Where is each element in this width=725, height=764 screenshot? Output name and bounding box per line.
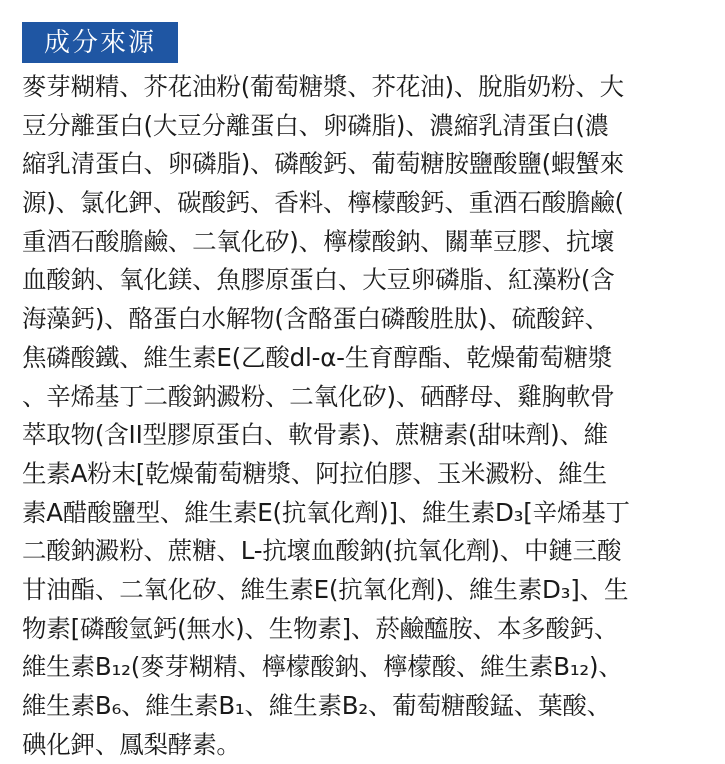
ingredients-line: 、辛烯基丁二酸鈉澱粉、二氧化矽)、硒酵母、雞胸軟骨 <box>22 381 615 411</box>
ingredients-line: 血酸鈉、氧化鎂、魚膠原蛋白、大豆卵磷脂、紅藻粉(含 <box>22 265 615 295</box>
ingredients-line: 二酸鈉澱粉、蔗糖、L-抗壞血酸鈉(抗氧化劑)、中鏈三酸 <box>22 536 622 566</box>
ingredients-line: 源)、氯化鉀、碳酸鈣、香料、檸檬酸鈣、重酒石酸膽鹼( <box>22 188 624 218</box>
ingredients-line: 碘化鉀、鳳梨酵素。 <box>22 729 241 759</box>
section-title: 成分來源 <box>43 27 156 58</box>
section-title-badge <box>22 22 178 63</box>
ingredients-line: 維生素B₆、維生素B₁、維生素B₂、葡萄糖酸錳、葉酸、 <box>22 691 611 720</box>
ingredients-line: 維生素B₁₂(麥芽糊精、檸檬酸鈉、檸檬酸、維生素B₁₂)、 <box>22 652 623 682</box>
ingredients-paragraph <box>22 68 712 764</box>
ingredients-line: 豆分離蛋白(大豆分離蛋白、卵磷脂)、濃縮乳清蛋白(濃 <box>22 110 609 140</box>
ingredients-line: 物素[磷酸氫鈣(無水)、生物素]、菸鹼醯胺、本多酸鈣、 <box>22 613 619 643</box>
ingredients-line: 素A醋酸鹽型、維生素E(抗氧化劑)]、維生素D₃[辛烯基丁 <box>22 497 630 527</box>
ingredients-line: 萃取物(含II型膠原蛋白、軟骨素)、蔗糖素(甜味劑)、維 <box>22 420 609 450</box>
ingredients-line: 麥芽糊精、芥花油粉(葡萄糖漿、芥花油)、脫脂奶粉、大 <box>22 72 624 101</box>
ingredients-line: 生素A粉末[乾燥葡萄糖漿、阿拉伯膠、玉米澱粉、維生 <box>22 458 607 488</box>
ingredients-line: 焦磷酸鐵、維生素E(乙酸dl-α-生育醇酯、乾燥葡萄糖漿 <box>22 342 613 372</box>
ingredients-line: 重酒石酸膽鹼、二氧化矽)、檸檬酸鈉、關華豆膠、抗壞 <box>22 226 615 256</box>
ingredients-line: 甘油酯、二氧化矽、維生素E(抗氧化劑)、維生素D₃]、生 <box>22 574 629 604</box>
ingredients-line: 海藻鈣)、酪蛋白水解物(含酪蛋白磷酸胜肽)、硫酸鋅、 <box>22 304 609 334</box>
ingredients-line: 縮乳清蛋白、卵磷脂)、磷酸鈣、葡萄糖胺鹽酸鹽(蝦蟹來 <box>22 149 624 179</box>
